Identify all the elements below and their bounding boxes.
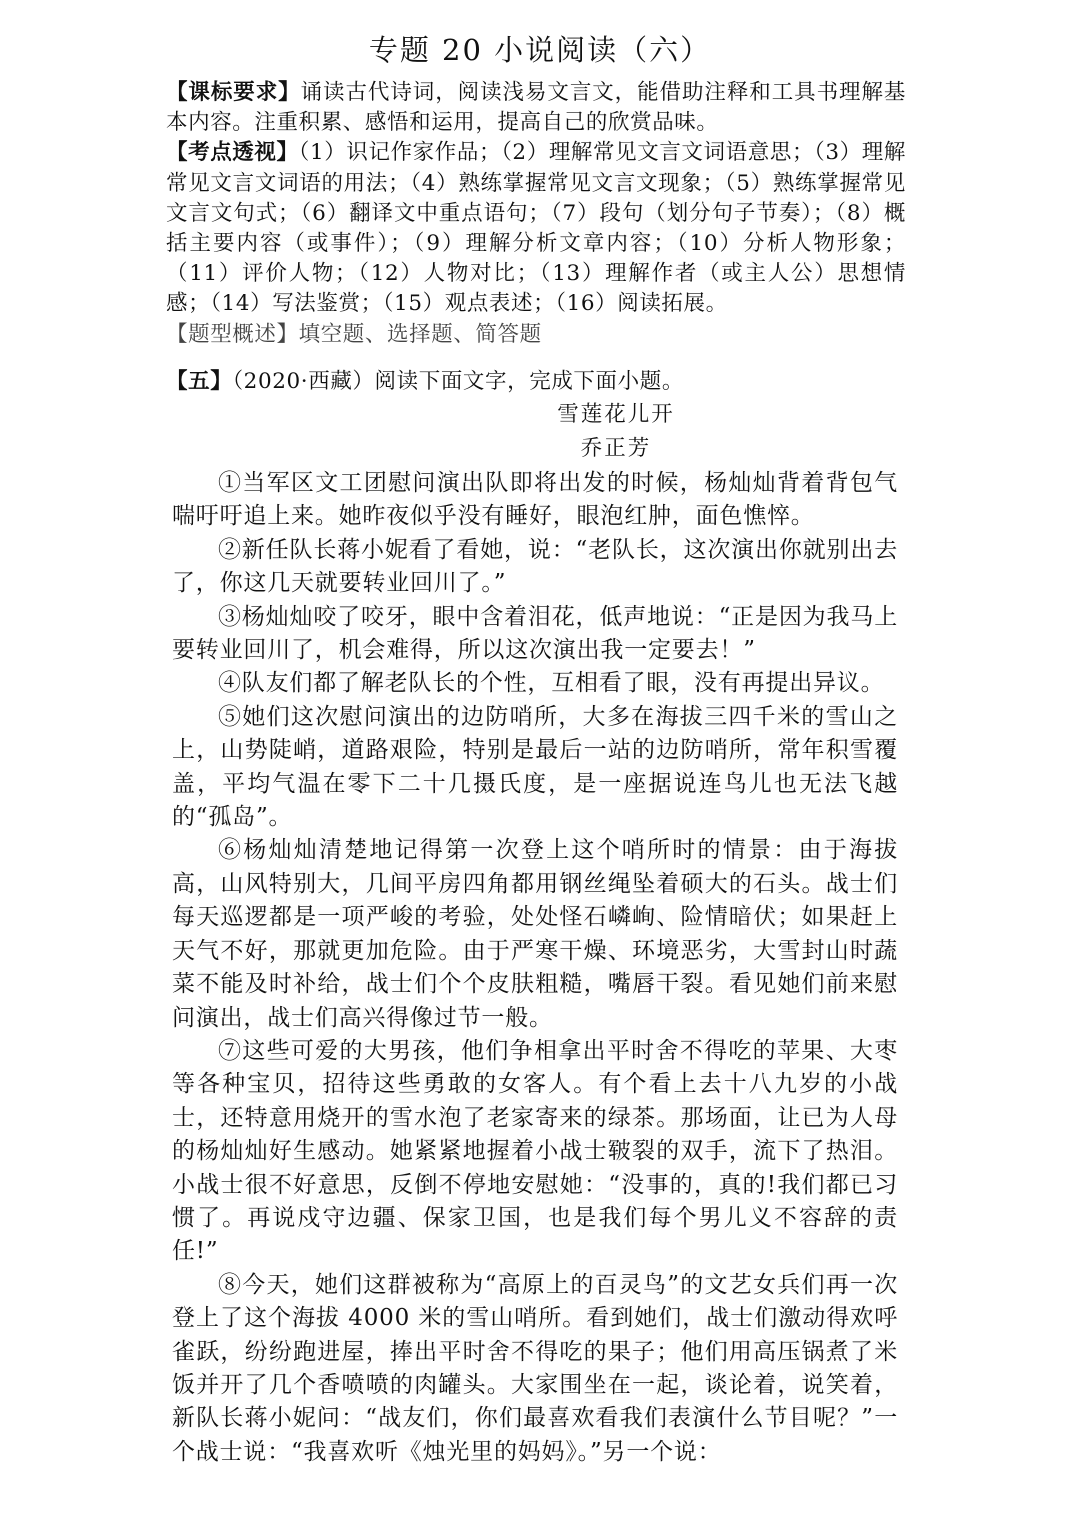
paragraph-4: ④队友们都了解老队长的个性，互相看了眼，没有再提出异议。 <box>218 670 885 697</box>
page-title: 专题 20 小说阅读（六） <box>368 33 712 67</box>
paragraph-2: ②新任队长蒋小妮看了看她，说：“老队长，这次演出你就别出去了，你这几天就要转业回川了。” <box>172 536 898 597</box>
question-types-label: 【题型概述】 <box>166 321 299 347</box>
question-types-text: 填空题、选择题、简答题 <box>298 321 542 347</box>
paragraph-3: ③杨灿灿咬了咬牙，眼中含着泪花，低声地说：“正是因为我马上要转业回川了，机会难得，所以这次演出我一定要去！” <box>172 603 898 664</box>
article-title: 雪莲花儿开 <box>557 402 675 427</box>
curriculum-requirement-text: 诵读古代诗词，阅读浅易文言文，能借助注释和工具书理解基本内容。注重积累、感悟和运用，提高自己的欣赏品味。 <box>166 80 906 136</box>
paragraph-6: ⑥杨灿灿清楚地记得第一次登上这个哨所时的情景：由于海拔高，山风特别大，几间平房四角都用钢丝绳坠着硕大的石头。战士们每天巡逻都是一项严峻的考验，处处怪石嶙峋、险情暗伏；如果赶上天气不好，那就更加危险。由于严寒干燥、环境恶劣，大雪封山时蔬菜不能及时补给，战士们个个皮肤粗糙，嘴唇干裂。看见她们前来慰问演出，战士们高兴得像过节一般。 <box>172 837 898 1031</box>
exam-points-text: （1）识记作家作品；（2）理解常见文言文词语意思；（3）理解常见文言文词语的用法；（4）熟练掌握常见文言文现象；（5）熟练掌握常见文言文句式；（6）翻译文中重点语句；（7）段句（划分句子节奏）；（8）概括主要内容（或事件）；（9）理解分析文章内容；（10）分析人物形象；（11）评价人物；（12）人物对比；（13）理解作者（或主人公）思想情感；（14）写法鉴赏；（15）观点表述；（16）阅读拓展。 <box>166 140 906 317</box>
paragraph-7: ⑦这些可爱的大男孩，他们争相拿出平时舍不得吃的苹果、大枣等各种宝贝，招待这些勇敢的女客人。有个看上去十八九岁的小战士，还特意用烧开的雪水泡了老家寄来的绿茶。那场面，让已为人母的杨灿灿好生感动。她紧紧地握着小战士皲裂的双手，流下了热泪。小战士很不好意思，反倒不停地安慰她：“没事的，真的!我们都已习惯了。再说戍守边疆、保家卫国，也是我们每个男儿义不容辞的责任!” <box>172 1037 898 1265</box>
question-number: 【五】 <box>166 369 233 394</box>
question-heading <box>166 367 906 397</box>
question-instruction: （2020·西藏）阅读下面文字，完成下面小题。 <box>232 369 684 394</box>
paragraph-5: ⑤她们这次慰问演出的边防哨所，大多在海拔三四千米的雪山之上，山势陡峭，道路艰险，特别是最后一站的边防哨所，常年积雪覆盖，平均气温在零下二十几摄氏度，是一座据说连鸟儿也无法飞越的“孤岛”。 <box>172 703 898 831</box>
article-body <box>172 467 898 1469</box>
curriculum-requirement-label: 【课标要求】 <box>166 80 301 105</box>
article-author: 乔正芳 <box>580 436 652 461</box>
exam-points-label: 【考点透视】 <box>166 140 299 166</box>
paragraph-1: ①当军区文工团慰问演出队即将出发的时候，杨灿灿背着背包气喘吁吁追上来。她昨夜似乎没有睡好，眼泡红肿，面色憔悴。 <box>172 470 898 530</box>
requirements-section <box>166 78 906 350</box>
paragraph-8: ⑧今天，她们这群被称为“高原上的百灵鸟”的文艺女兵们再一次登上了这个海拔 4000 米的雪山哨所。看到她们，战士们激动得欢呼雀跃，纷纷跑进屋，捧出平时舍不得吃的果子；他们用高压锅煮了米饭并开了几个香喷喷的肉罐头。大家围坐在一起，谈论着，说笑着，新队长蒋小妮问：“战友们，你们最喜欢看我们表演什么节目呢？”一个战士说：“我喜欢听《烛光里的妈妈》。”另一个说： <box>172 1271 898 1465</box>
